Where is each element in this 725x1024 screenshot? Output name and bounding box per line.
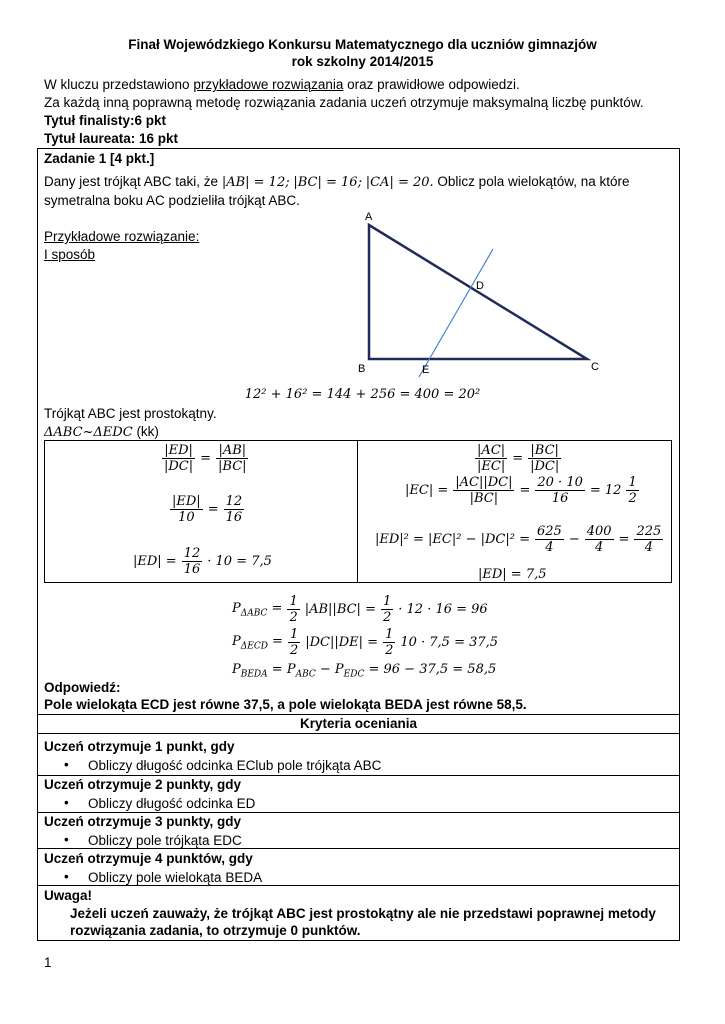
task-title: Zadanie 1 [4 pkt.] (44, 151, 155, 166)
divider (37, 775, 680, 776)
finalist-threshold: Tytuł finalisty:6 pkt (44, 113, 167, 128)
bullet-icon: • (64, 795, 69, 810)
similarity-line (44, 424, 159, 440)
criterion-1-head: Uczeń otrzymuje 1 punkt, gdy (44, 739, 235, 754)
intro-line-2: Za każdą inną poprawną metodę rozwiązania zadania uczeń otrzymuje maksymalną liczbę punktów. (44, 95, 644, 110)
vertex-c-label: C (591, 361, 599, 373)
criterion-3-item: Obliczy pole trójkąta EDC (88, 833, 242, 848)
length-ca: |CA| = 20. (365, 175, 434, 190)
right-triangle-note: Trójkąt ABC jest prostokątny. (44, 406, 217, 421)
note-line-1: Jeżeli uczeń zauważy, że trójkąt ABC jest prostokątny ale nie przedstawi poprawnej metody (70, 906, 656, 921)
divider (37, 885, 680, 886)
criterion-4-item: Obliczy pole wielokąta BEDA (88, 870, 263, 885)
calc-table-divider (357, 440, 358, 583)
document-title: Finał Wojewódzkiego Konkursu Matematycznego dla uczniów gimnazjów (128, 37, 597, 52)
ratio-ed-dc: $\frac{|ED|}{|DC|}$ = $\frac{|AB|}{|BC|}$ (164, 443, 247, 474)
intro-underlined: przykładowe rozwiązania (193, 77, 344, 92)
ed-result: |ED| = $\frac{12}{16}$ · 10 = 7,5 (133, 546, 272, 577)
answer-text: Pole wielokąta ECD jest równe 37,5, a pole wielokąta BEDA jest równe 58,5. (44, 697, 527, 712)
criterion-2-item: Obliczy długość odcinka ED (88, 796, 256, 811)
page-number: 1 (44, 955, 52, 970)
length-ab: |AB| = 12; (221, 175, 290, 190)
triangle-figure (355, 205, 615, 380)
similarity-rule: (kk) (136, 424, 159, 439)
statement-text: Dany jest trójkąt ABC taki, że (44, 174, 222, 189)
ed-squared: |ED|² = |EC|² − |DC|² = $\frac{625}{4}$ − $\frac{400}{4}$ = $\frac{225}{4}$ (375, 524, 662, 555)
answer-label: Odpowiedź: (44, 680, 121, 695)
bullet-icon: • (64, 757, 69, 772)
ratio-ed-10: $\frac{|ED|}{10}$ = $\frac{12}{16}$ (172, 494, 243, 525)
note-title: Uwaga! (44, 888, 93, 903)
school-year: rok szkolny 2014/2015 (291, 54, 434, 69)
intro-line-1 (44, 77, 520, 92)
ed-final: |ED| = 7,5 (478, 567, 547, 582)
example-heading: Przykładowe rozwiązanie: (44, 229, 200, 244)
criterion-1-item: Obliczy długość odcinka EClub pole trójkąta ABC (88, 758, 382, 773)
note-line-2: rozwiązania zadania, to otrzymuje 0 punktów. (70, 923, 361, 938)
vertex-b-label: B (358, 363, 366, 375)
task-statement (44, 174, 630, 190)
ratio-ac-ec: $\frac{|AC|}{|EC|}$ = $\frac{|BC|}{|DC|}$ (477, 443, 560, 474)
statement-text-end: Oblicz pola wielokątów, na które (433, 174, 630, 189)
area-beda: $P_{BEDA} = P_{ABC} - P_{EDC} = 96 - 37,5 = 58,5$ (232, 662, 497, 680)
area-ecd: $P_{\Delta ECD}$ = $\frac{1}{2}$ |DC||DE| = $\frac{1}{2}$ 10 · 7,5 = 37,5 (232, 627, 499, 658)
criteria-title: Kryteria oceniania (299, 716, 418, 731)
pythagoras-equation: 12² + 16² = 144 + 256 = 400 = 20² (244, 387, 481, 402)
point-e-label: E (422, 364, 430, 376)
task-statement-2: symetralna boku AC podzieliła trójkąt ABC. (44, 193, 300, 208)
point-d-label: D (476, 280, 484, 292)
intro-text-end: oraz prawidłowe odpowiedzi. (343, 77, 520, 92)
bullet-icon: • (64, 832, 69, 847)
intro-text: W kluczu przedstawiono (44, 77, 194, 92)
laureate-threshold: Tytuł laureata: 16 pkt (44, 131, 179, 146)
divider (37, 848, 680, 849)
ec-result: |EC| = $\frac{|AC||DC|}{|BC|}$ = $\frac{20 \cdot 10}{16}$ = 12 $\frac{1}{2}$ (405, 475, 637, 506)
divider (37, 714, 680, 715)
divider (37, 733, 680, 734)
length-bc: |BC| = 16; (293, 175, 362, 190)
similarity: ΔABC~ΔEDC (44, 425, 133, 440)
area-abc: $P_{\Delta ABC}$ = $\frac{1}{2}$ |AB||BC| = $\frac{1}{2}$ · 12 · 16 = 96 (232, 594, 488, 625)
vertex-a-label: A (365, 211, 373, 223)
divider (37, 812, 680, 813)
bullet-icon: • (64, 869, 69, 884)
method-heading: I sposób (44, 247, 96, 262)
criterion-4-head: Uczeń otrzymuje 4 punktów, gdy (44, 851, 253, 866)
criterion-3-head: Uczeń otrzymuje 3 punkty, gdy (44, 814, 242, 829)
triangle-abc (369, 225, 587, 359)
criterion-2-head: Uczeń otrzymuje 2 punkty, gdy (44, 777, 242, 792)
